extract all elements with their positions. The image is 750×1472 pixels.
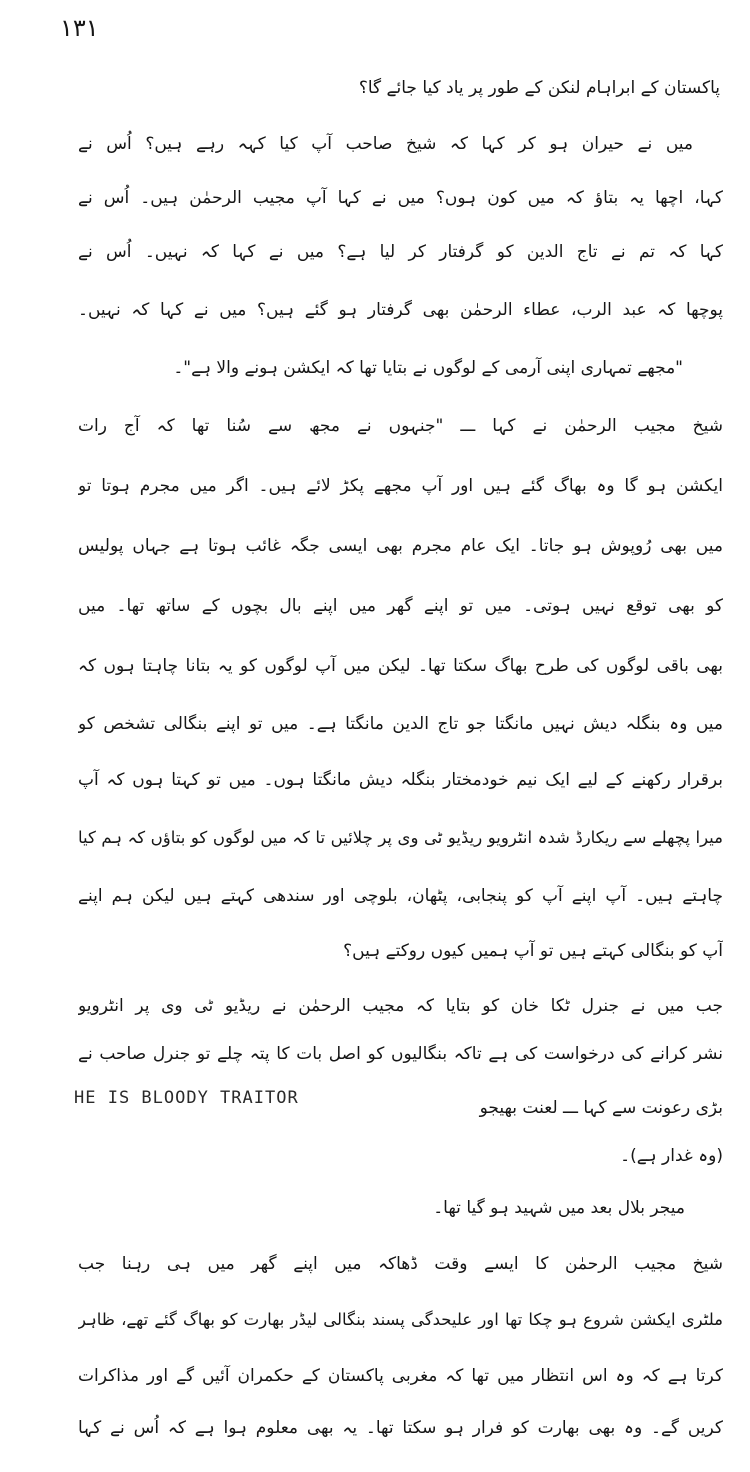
text-line-25: کریں گے۔ وہ بھی بھارت کو فرار ہو سکتا تھا۔ یہ بھی معلوم ہوا ہے کہ اُس نے کہا xyxy=(78,1418,723,1438)
text-line-21: میجر بلال بعد میں شہید ہو گیا تھا۔ xyxy=(433,1198,685,1218)
text-line-19: بڑی رعونت سے کہا ـــ لعنت بھیجو xyxy=(479,1098,723,1118)
text-line-9: میں بھی رُوپوش ہو جاتا۔ ایک عام مجرم بھی ایسی جگہ غائب ہوتا ہے جہاں پولیس xyxy=(78,536,723,556)
text-line-13: برقرار رکھنے کے لیے ایک نیم خودمختار بنگلہ دیش مانگتا ہوں۔ میں تو کہتا ہوں کہ آپ xyxy=(78,770,723,790)
text-line-15: چاہتے ہیں۔ آپ اپنے آپ کو پنجابی، پٹھان، بلوچی اور سندھی کہتے ہیں لیکن ہم اپنے xyxy=(78,886,723,906)
english-quote: HE IS BLOODY TRAITOR xyxy=(74,1088,299,1108)
text-line-6: "مجھے تمہاری اپنی آرمی کے لوگوں نے بتایا تھا کہ ایکشن ہونے والا ہے"۔ xyxy=(173,358,683,378)
text-line-14: میرا پچھلے سے ریکارڈ شدہ انٹرویو ریڈیو ٹی وی پر چلائیں تا کہ میں لوگوں کو بتاؤں کہ ہم کیا xyxy=(78,828,723,847)
text-line-22: شیخ مجیب الرحمٰن کا ایسے وقت ڈھاکہ میں اپنے گھر میں ہی رہنا جب xyxy=(78,1254,723,1274)
page-number: ۱۳۱ xyxy=(60,14,99,42)
text-line-7: شیخ مجیب الرحمٰن نے کہا ـــ "جنہوں نے مجھ سے سُنا تھا کہ آج رات xyxy=(78,416,723,436)
text-line-3: کہا، اچھا یہ بتاؤ کہ میں کون ہوں؟ میں نے کہا آپ مجیب الرحمٰن ہیں۔ اُس نے xyxy=(78,188,723,208)
text-line-1: پاکستان کے ابراہام لنکن کے طور پر یاد کیا جائے گا؟ xyxy=(358,78,720,98)
text-line-2: میں نے حیران ہو کر کہا کہ شیخ صاحب آپ کیا کہہ رہے ہیں؟ اُس نے xyxy=(78,134,693,154)
text-line-23: ملٹری ایکشن شروع ہو چکا تھا اور علیحدگی پسند بنگالی لیڈر بھارت کو بھاگ گئے تھے، ظاہر xyxy=(78,1310,723,1329)
text-line-4: کہا کہ تم نے تاج الدین کو گرفتار کر لیا ہے؟ میں نے کہا کہ نہیں۔ اُس نے xyxy=(78,242,723,262)
text-line-10: کو بھی توقع نہیں ہوتی۔ میں تو اپنے گھر میں اپنے بال بچوں کے ساتھ تھا۔ میں xyxy=(78,596,723,616)
text-line-12: میں وہ بنگلہ دیش نہیں مانگتا جو تاج الدین مانگتا ہے۔ میں تو اپنے بنگالی تشخص کو xyxy=(78,714,723,734)
text-line-18: نشر کرانے کی درخواست کی ہے تاکہ بنگالیوں کو اصل بات کا پتہ چلے تو جنرل صاحب نے xyxy=(78,1044,723,1064)
text-line-24: کرتا ہے کہ وہ اس انتظار میں تھا کہ مغربی پاکستان کے حکمران آئیں گے اور مذاکرات xyxy=(78,1366,723,1386)
text-line-11: بھی باقی لوگوں کی طرح بھاگ سکتا تھا۔ لیکن میں آپ لوگوں کو یہ بتانا چاہتا ہوں کہ xyxy=(78,656,723,676)
text-line-8: ایکشن ہو گا وہ بھاگ گئے ہیں اور آپ مجھے پکڑ لائے ہیں۔ اگر میں مجرم ہوتا تو xyxy=(78,476,723,496)
text-line-5: پوچھا کہ عبد الرب، عطاء الرحمٰن بھی گرفتار ہو گئے ہیں؟ میں نے کہا کہ نہیں۔ xyxy=(78,300,723,320)
text-line-20: (وہ غدار ہے)۔ xyxy=(620,1146,723,1166)
text-line-17: جب میں نے جنرل ٹکا خان کو بتایا کہ مجیب الرحمٰن نے ریڈیو ٹی وی پر انٹرویو xyxy=(78,996,723,1016)
text-line-16: آپ کو بنگالی کہتے ہیں تو آپ ہمیں کیوں روکتے ہیں؟ xyxy=(343,941,723,961)
